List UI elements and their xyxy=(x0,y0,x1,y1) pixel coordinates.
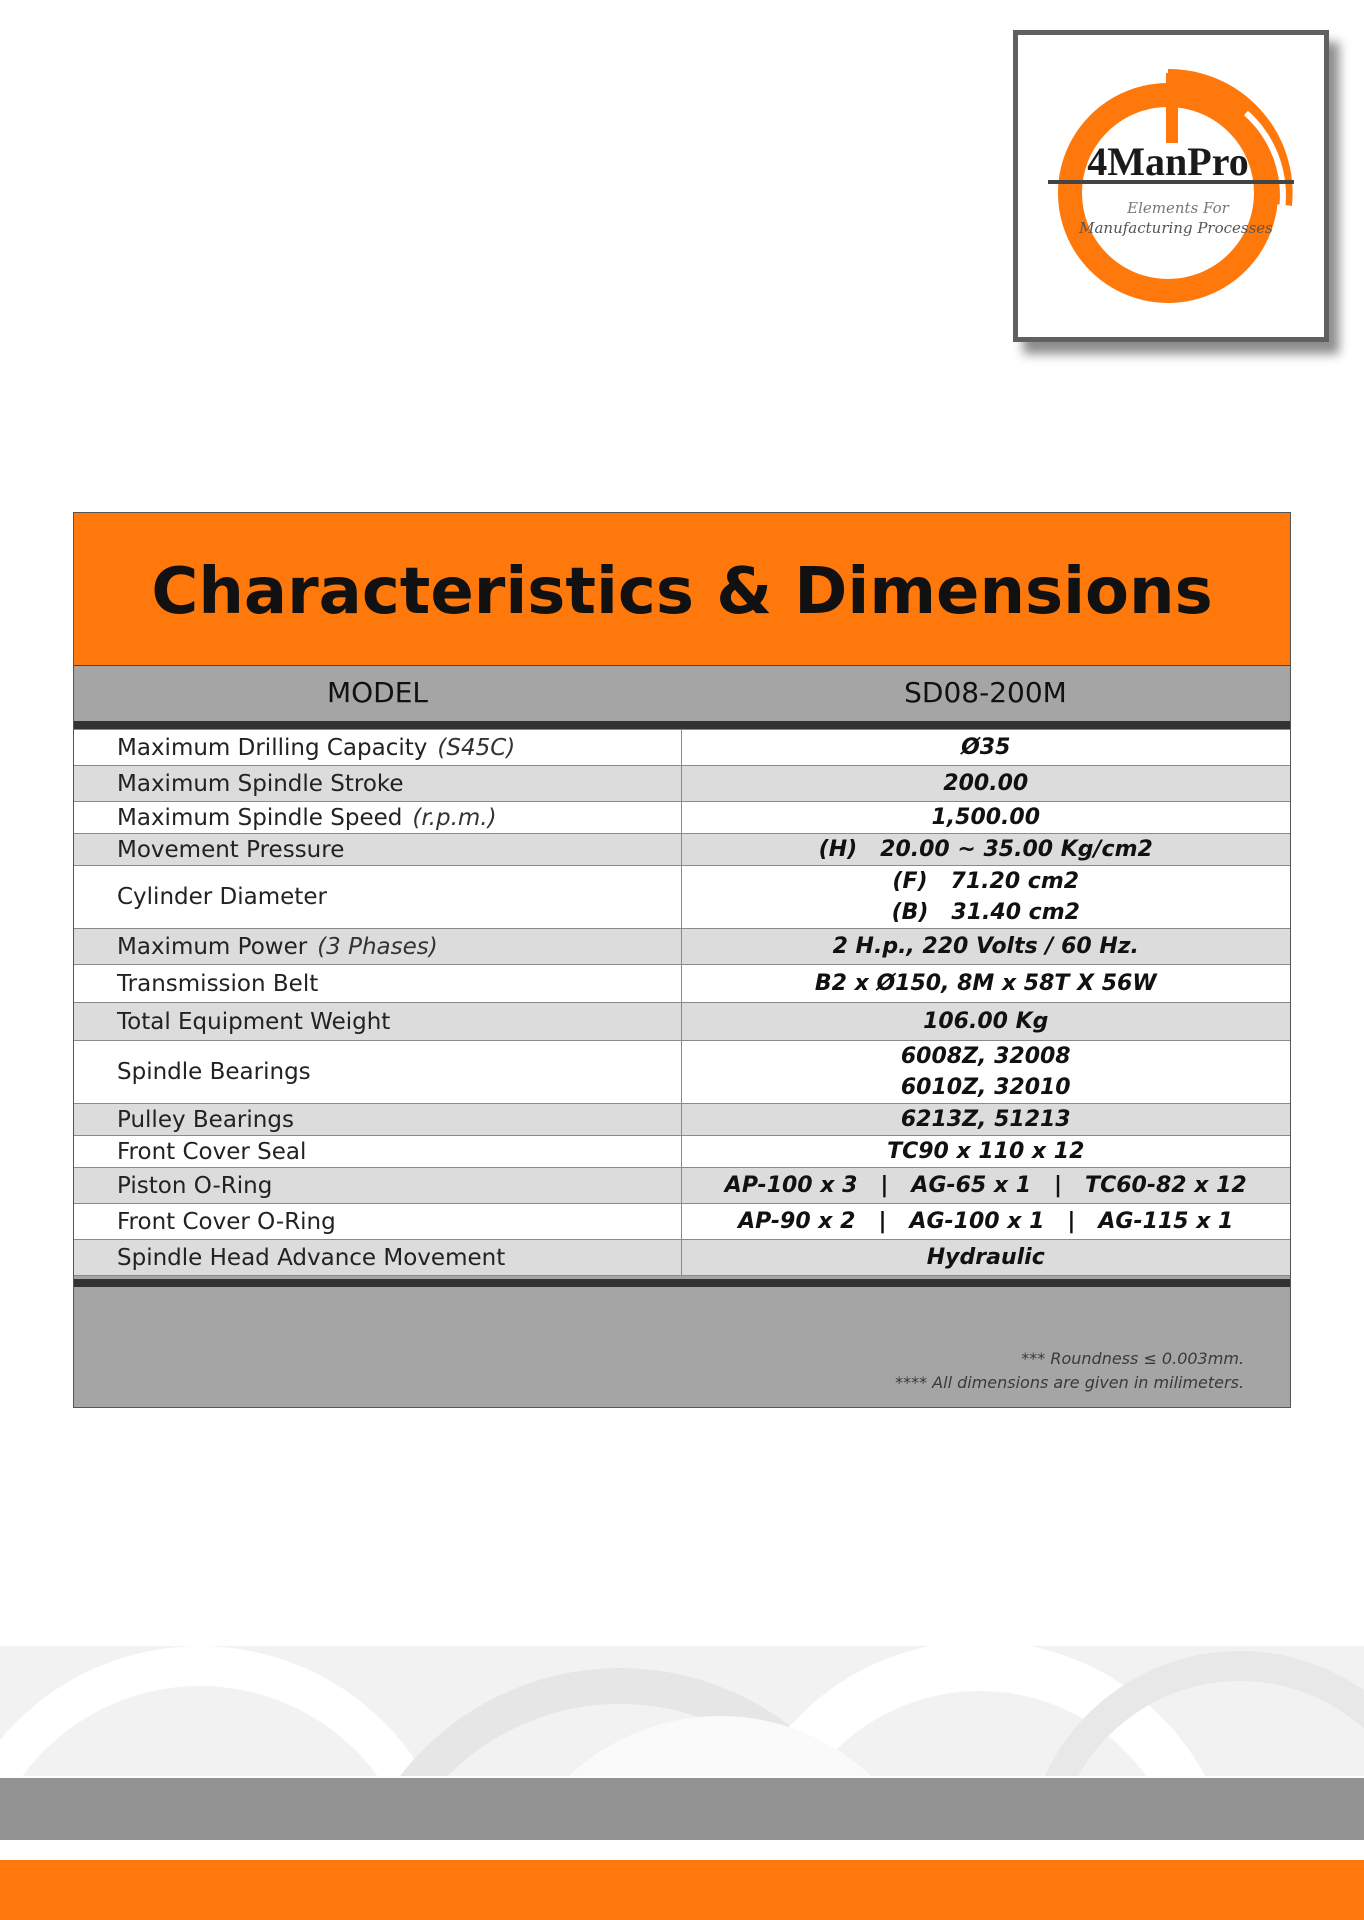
spec-value-line: 200.00 xyxy=(943,771,1029,796)
spec-value-line: Hydraulic xyxy=(926,1245,1045,1270)
spec-label xyxy=(74,834,681,866)
title-band xyxy=(74,513,1290,666)
logo-tagline-2: Manufacturing Processes xyxy=(1079,219,1273,237)
spec-label-text: Cylinder Diameter xyxy=(117,884,327,910)
table-row xyxy=(74,834,1290,866)
spec-label-text: Maximum Drilling Capacity xyxy=(117,734,428,761)
table-row xyxy=(74,1136,1290,1168)
table-row xyxy=(74,1204,1290,1240)
spec-value xyxy=(681,1204,1290,1240)
spec-label-text: Spindle Bearings xyxy=(117,1059,311,1085)
table-row xyxy=(74,1240,1290,1276)
table-row xyxy=(74,965,1290,1003)
logo xyxy=(1013,30,1329,342)
spec-value xyxy=(681,866,1290,929)
spec-value-line: (F) 71.20 cm2 xyxy=(892,869,1080,894)
divider xyxy=(74,718,1290,729)
spec-value-line: (B) 31.40 cm2 xyxy=(891,900,1080,925)
table-row xyxy=(74,929,1290,965)
spec-label-note: (r.p.m.) xyxy=(412,804,497,831)
spec-value xyxy=(681,1104,1290,1136)
divider xyxy=(74,1276,1290,1287)
spec-value xyxy=(681,1041,1290,1104)
spec-label xyxy=(74,802,681,834)
spec-label-note: (S45C) xyxy=(437,734,516,761)
spec-value xyxy=(681,802,1290,834)
spec-value-line: Ø35 xyxy=(961,735,1011,760)
footer-gray-band xyxy=(0,1778,1364,1840)
spec-label xyxy=(74,730,681,766)
spec-label xyxy=(74,1104,681,1136)
spec-label-text: Pulley Bearings xyxy=(117,1106,294,1133)
model-row xyxy=(74,666,1290,718)
table-row xyxy=(74,1041,1290,1104)
spec-value xyxy=(681,965,1290,1003)
spec-label xyxy=(74,1240,681,1276)
spec-label-note: (3 Phases) xyxy=(317,933,438,960)
spec-value-line: 6213Z, 51213 xyxy=(900,1107,1071,1132)
spec-value-line: AP-90 x 2 | AG-100 x 1 | AG-115 x 1 xyxy=(738,1209,1234,1234)
spec-label-text: Maximum Spindle Stroke xyxy=(117,770,404,797)
spec-value-line: 2 H.p., 220 Volts / 60 Hz. xyxy=(832,934,1139,959)
spec-label-text: Movement Pressure xyxy=(117,836,345,863)
model-label: MODEL xyxy=(326,675,429,709)
model-value: SD08-200M xyxy=(904,675,1067,709)
spec-value xyxy=(681,1168,1290,1204)
spec-value-line: 6008Z, 32008 xyxy=(900,1044,1071,1069)
spec-label-text: Front Cover O-Ring xyxy=(117,1208,336,1235)
table-row xyxy=(74,1168,1290,1204)
spec-label-text: Maximum Power xyxy=(117,933,308,960)
spec-value xyxy=(681,1003,1290,1041)
footer-decoration xyxy=(0,1646,1364,1776)
logo-tagline-1: Elements For xyxy=(1127,199,1229,217)
footnote: *** Roundness ≤ 0.003mm. xyxy=(1021,1349,1244,1368)
spec-value-line: 6010Z, 32010 xyxy=(900,1075,1071,1100)
table-row xyxy=(74,730,1290,766)
footnotes xyxy=(895,1347,1244,1395)
spec-value xyxy=(681,1240,1290,1276)
spec-label xyxy=(74,929,681,965)
table-row xyxy=(74,866,1290,929)
spec-label xyxy=(74,1041,681,1104)
spec-value-line: AP-100 x 3 | AG-65 x 1 | TC60-82 x 12 xyxy=(724,1173,1247,1198)
spec-value-line: B2 x Ø150, 8M x 58T X 56W xyxy=(814,971,1157,996)
spec-value-line: TC90 x 110 x 12 xyxy=(887,1139,1085,1164)
spec-value xyxy=(681,730,1290,766)
spec-label-text: Transmission Belt xyxy=(117,970,319,997)
logo-emblem-icon xyxy=(1018,35,1324,337)
table-row xyxy=(74,802,1290,834)
spec-card xyxy=(73,512,1291,1408)
spec-label xyxy=(74,1168,681,1204)
spec-value xyxy=(681,1136,1290,1168)
table-row xyxy=(74,1104,1290,1136)
spec-value-line: 106.00 Kg xyxy=(923,1009,1049,1034)
spec-label xyxy=(74,965,681,1003)
spec-label xyxy=(74,866,681,929)
page-title: Characteristics & Dimensions xyxy=(151,555,1213,629)
spec-value xyxy=(681,834,1290,866)
spec-label xyxy=(74,1136,681,1168)
table-row xyxy=(74,1003,1290,1041)
spec-label-text: Spindle Head Advance Movement xyxy=(117,1244,506,1271)
logo-brand: 4ManPro xyxy=(1087,139,1249,184)
spec-label-text: Piston O-Ring xyxy=(117,1172,273,1199)
spec-value-line: 1,500.00 xyxy=(931,805,1041,830)
spec-label xyxy=(74,766,681,802)
spec-label-text: Front Cover Seal xyxy=(117,1138,307,1165)
footer-orange-band xyxy=(0,1860,1364,1920)
spec-value xyxy=(681,766,1290,802)
spec-label xyxy=(74,1003,681,1041)
table-row xyxy=(74,766,1290,802)
spec-label xyxy=(74,1204,681,1240)
spec-value xyxy=(681,929,1290,965)
footnote: **** All dimensions are given in milimeters. xyxy=(895,1373,1244,1392)
spec-table xyxy=(74,729,1290,1276)
spec-label-text: Total Equipment Weight xyxy=(117,1008,391,1035)
spec-label-text: Maximum Spindle Speed xyxy=(117,804,403,831)
spec-value-line: (H) 20.00 ~ 35.00 Kg/cm2 xyxy=(818,837,1153,862)
